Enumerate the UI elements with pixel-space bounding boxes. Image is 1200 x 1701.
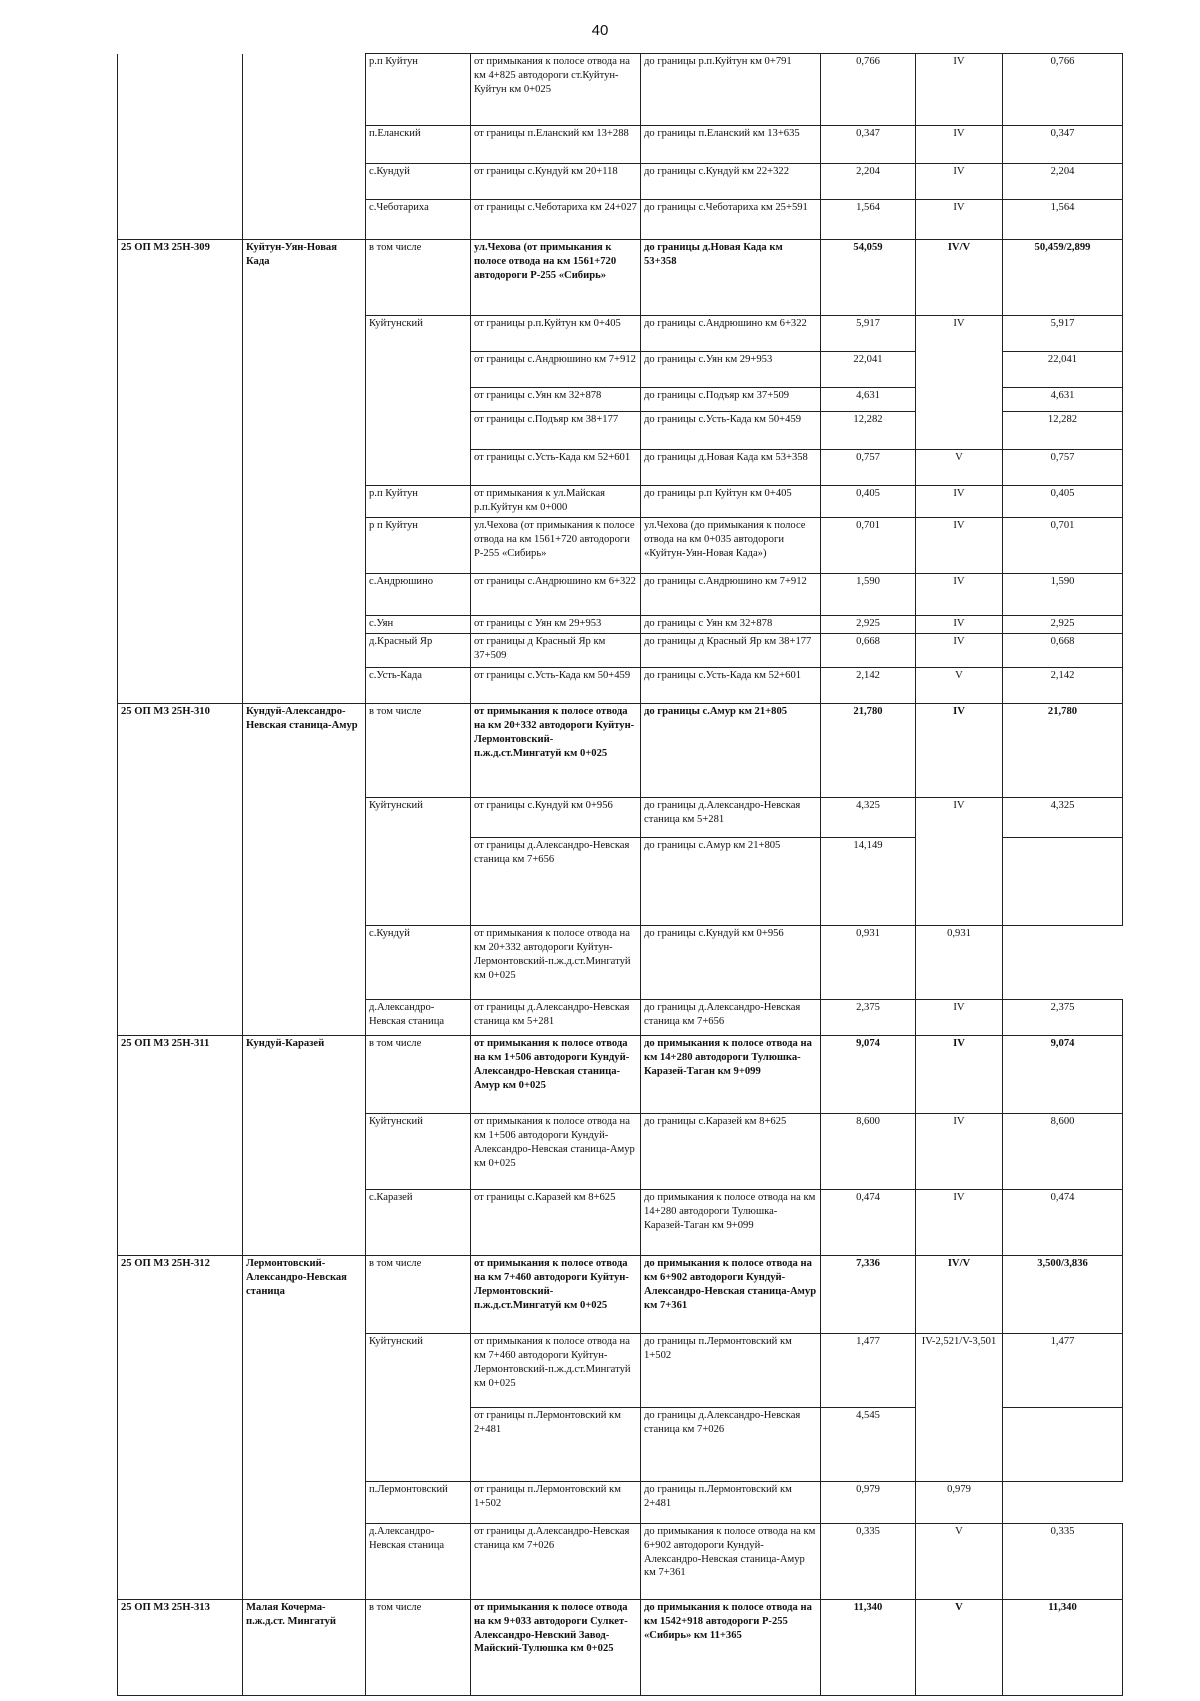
end-point-cell: до границы с.Кундуй км 0+956: [641, 925, 821, 999]
start-point-cell: от границы п.Лермонтовский км 2+481: [471, 1407, 641, 1481]
length-cell: 7,336: [821, 1255, 916, 1333]
category-length-cell: 11,340: [1003, 1599, 1123, 1695]
length-cell: 0,474: [821, 1189, 916, 1255]
length-cell: 0,931: [821, 925, 916, 999]
end-point-cell: до границы д.Александро-Невская станица км 7+026: [641, 1407, 821, 1481]
category-length-cell: 2,925: [1003, 615, 1123, 633]
end-point-cell: до границы р.п.Куйтун км 0+791: [641, 54, 821, 126]
start-point-cell: от границы с.Чеботариха км 24+027: [471, 200, 641, 240]
start-point-cell: от границы с.Усть-Када км 52+601: [471, 450, 641, 486]
end-point-cell: до границы д Красный Яр км 38+177: [641, 633, 821, 667]
district-cell: д.Александро-Невская станица: [366, 999, 471, 1035]
category-length-cell: 0,979: [916, 1481, 1003, 1523]
category-cell: IV: [916, 486, 1003, 518]
length-cell: 4,545: [821, 1407, 916, 1481]
table-row: [118, 316, 1123, 352]
start-point-cell: от границы д.Александро-Невская станица км 7+656: [471, 837, 641, 925]
road-code-cell: 25 ОП МЗ 25Н-309: [118, 240, 243, 316]
district-cell: с.Каразей: [366, 1189, 471, 1255]
end-point-cell: до примыкания к полосе отвода на км 6+902 автодороги Кундуй-Александро-Невская станица-Амур км 7+361: [641, 1523, 821, 1599]
district-cell: Куйтунский: [366, 1113, 471, 1189]
road-name-cell: [243, 1113, 366, 1189]
category-length-cell: 5,917: [1003, 316, 1123, 352]
start-point-cell: от границы д.Александро-Невская станица км 5+281: [471, 999, 641, 1035]
category-cell: V: [916, 450, 1003, 486]
road-name-cell: Лермонтовский-Александро-Невская станица: [243, 1255, 366, 1333]
start-point-cell: от границы п.Еланский км 13+288: [471, 126, 641, 164]
category-length-cell: 0,668: [1003, 633, 1123, 667]
road-code-cell: [118, 667, 243, 703]
start-point-cell: от границы р.п.Куйтун км 0+405: [471, 316, 641, 352]
start-point-cell: от границы с.Кундуй км 0+956: [471, 797, 641, 837]
table-row: [118, 573, 1123, 615]
table-row: [118, 450, 1123, 486]
table-row: [118, 797, 1123, 837]
road-name-cell: [243, 200, 366, 240]
road-code-cell: [118, 164, 243, 200]
road-code-cell: [118, 316, 243, 352]
table-row: [118, 126, 1123, 164]
road-code-cell: [118, 837, 243, 925]
category-cell: IV: [916, 633, 1003, 667]
end-point-cell: до примыкания к полосе отвода на км 14+280 автодороги Тулюшка-Каразей-Таган км 9+099: [641, 1035, 821, 1113]
category-length-cell: 0,347: [1003, 126, 1123, 164]
length-cell: 0,668: [821, 633, 916, 667]
table-row: [118, 1035, 1123, 1113]
category-cell: IV: [916, 126, 1003, 164]
district-cell: с.Чеботариха: [366, 200, 471, 240]
district-cell: с.Андрюшино: [366, 573, 471, 615]
category-cell: IV: [916, 1189, 1003, 1255]
category-length-cell: 4,325: [1003, 797, 1123, 837]
category-length-cell: 0,757: [1003, 450, 1123, 486]
category-cell: V: [916, 1523, 1003, 1599]
start-point-cell: от примыкания к полосе отвода на км 1+506 автодороги Кундуй-Александро-Невская станица-Амур км 0+025: [471, 1035, 641, 1113]
road-code-cell: [118, 54, 243, 126]
category-cell: IV-2,521/V-3,501: [916, 1333, 1003, 1481]
table-row: [118, 925, 1123, 999]
road-code-cell: 25 ОП МЗ 25Н-312: [118, 1255, 243, 1333]
category-cell: [1003, 837, 1123, 925]
category-cell: IV: [916, 164, 1003, 200]
district-cell: Куйтунский: [366, 1333, 471, 1481]
district-cell: р.п Куйтун: [366, 54, 471, 126]
road-name-cell: Куйтун-Уян-Новая Када: [243, 240, 366, 316]
start-point-cell: от границы с.Уян км 32+878: [471, 388, 641, 412]
road-name-cell: [243, 1189, 366, 1255]
length-cell: 0,347: [821, 126, 916, 164]
district-cell: р.п Куйтун: [366, 486, 471, 518]
category-cell: IV: [916, 316, 1003, 450]
length-cell: 0,335: [821, 1523, 916, 1599]
district-cell: д.Александро-Невская станица: [366, 1523, 471, 1599]
district-cell: п.Еланский: [366, 126, 471, 164]
length-cell: 4,631: [821, 388, 916, 412]
start-point-cell: от границы с.Подъяр км 38+177: [471, 412, 641, 450]
category-length-cell: 50,459/2,899: [1003, 240, 1123, 316]
road-code-cell: [118, 486, 243, 518]
road-code-cell: [118, 1523, 243, 1599]
district-cell: с.Уян: [366, 615, 471, 633]
road-name-cell: [243, 925, 366, 999]
length-cell: 54,059: [821, 240, 916, 316]
road-name-cell: [243, 54, 366, 126]
end-point-cell: до границы с.Подъяр км 37+509: [641, 388, 821, 412]
category-length-cell: 2,204: [1003, 164, 1123, 200]
start-point-cell: от границы д.Александро-Невская станица км 7+026: [471, 1523, 641, 1599]
road-code-cell: [118, 1113, 243, 1189]
road-name-cell: [243, 1523, 366, 1599]
start-point-cell: от примыкания к полосе отвода на км 20+332 автодороги Куйтун-Лермонтовский-п.ж.д.ст.Мингатуй км 0+025: [471, 703, 641, 797]
end-point-cell: до границы д.Новая Када км 53+358: [641, 450, 821, 486]
length-cell: 1,564: [821, 200, 916, 240]
district-cell: Куйтунский: [366, 316, 471, 486]
table-row: [118, 1113, 1123, 1189]
district-cell: в том числе: [366, 703, 471, 797]
category-length-cell: 22,041: [1003, 352, 1123, 388]
road-code-cell: [118, 573, 243, 615]
category-cell: IV: [916, 1035, 1003, 1113]
end-point-cell: до границы с.Уян км 29+953: [641, 352, 821, 388]
start-point-cell: ул.Чехова (от примыкания к полосе отвода на км 1561+720 автодороги Р-255 «Сибирь»: [471, 517, 641, 573]
end-point-cell: до границы с.Усть-Када км 52+601: [641, 667, 821, 703]
start-point-cell: от примыкания к полосе отвода на км 7+460 автодороги Куйтун-Лермонтовский-п.ж.д.ст.Мингатуй км 0+025: [471, 1255, 641, 1333]
end-point-cell: до границы п.Лермонтовский км 2+481: [641, 1481, 821, 1523]
table-row: [118, 1523, 1123, 1599]
road-code-cell: [118, 1189, 243, 1255]
road-name-cell: [243, 837, 366, 925]
road-code-cell: [118, 388, 243, 412]
district-cell: в том числе: [366, 1599, 471, 1695]
road-name-cell: [243, 797, 366, 837]
district-cell: Куйтунский: [366, 797, 471, 925]
category-cell: IV: [916, 703, 1003, 797]
start-point-cell: от примыкания к полосе отвода на км 4+825 автодороги ст.Куйтун-Куйтун км 0+025: [471, 54, 641, 126]
category-cell: IV/V: [916, 1255, 1003, 1333]
road-name-cell: Малая Кочерма-п.ж.д.ст. Мингатуй: [243, 1599, 366, 1695]
page-number: 40: [591, 22, 609, 39]
category-cell: IV: [916, 797, 1003, 925]
length-cell: 2,925: [821, 615, 916, 633]
road-code-cell: 25 ОП МЗ 25Н-310: [118, 703, 243, 797]
table-row: [118, 999, 1123, 1035]
road-code-cell: [118, 1407, 243, 1481]
road-code-cell: [118, 1481, 243, 1523]
length-cell: 0,766: [821, 54, 916, 126]
category-cell: IV: [916, 615, 1003, 633]
length-cell: 9,074: [821, 1035, 916, 1113]
end-point-cell: ул.Чехова (до примыкания к полосе отвода на км 0+035 автодороги «Куйтун-Уян-Новая Када»): [641, 517, 821, 573]
district-cell: в том числе: [366, 240, 471, 316]
table-row: [118, 200, 1123, 240]
end-point-cell: до границы с Уян км 32+878: [641, 615, 821, 633]
road-name-cell: [243, 450, 366, 486]
table-row: [118, 164, 1123, 200]
road-name-cell: [243, 486, 366, 518]
table-row: [118, 1481, 1123, 1523]
road-name-cell: [243, 999, 366, 1035]
road-name-cell: [243, 1333, 366, 1407]
table-row: [118, 517, 1123, 573]
category-cell: IV/V: [916, 240, 1003, 316]
category-length-cell: 12,282: [1003, 412, 1123, 450]
length-cell: 0,979: [821, 1481, 916, 1523]
end-point-cell: до границы д.Александро-Невская станица км 7+656: [641, 999, 821, 1035]
category-cell: IV: [916, 517, 1003, 573]
end-point-cell: до примыкания к полосе отвода на км 14+280 автодороги Тулюшка-Каразей-Таган км 9+099: [641, 1189, 821, 1255]
length-cell: 2,142: [821, 667, 916, 703]
category-cell: [1003, 1407, 1123, 1481]
length-cell: 0,405: [821, 486, 916, 518]
category-cell: IV: [916, 573, 1003, 615]
district-cell: п.Лермонтовский: [366, 1481, 471, 1523]
category-length-cell: 9,074: [1003, 1035, 1123, 1113]
district-cell: с.Кундуй: [366, 925, 471, 999]
category-cell: IV: [916, 200, 1003, 240]
road-name-cell: Кундуй-Александро-Невская станица-Амур: [243, 703, 366, 797]
category-length-cell: 4,631: [1003, 388, 1123, 412]
category-length-cell: 3,500/3,836: [1003, 1255, 1123, 1333]
category-length-cell: 0,335: [1003, 1523, 1123, 1599]
end-point-cell: до границы с.Амур км 21+805: [641, 837, 821, 925]
category-length-cell: 21,780: [1003, 703, 1123, 797]
road-name-cell: [243, 633, 366, 667]
start-point-cell: от примыкания к ул.Майская р.п.Куйтун км 0+000: [471, 486, 641, 518]
road-name-cell: [243, 573, 366, 615]
district-cell: в том числе: [366, 1035, 471, 1113]
length-cell: 2,204: [821, 164, 916, 200]
table-row: [118, 703, 1123, 797]
road-code-cell: [118, 352, 243, 388]
road-register-table: [117, 53, 1123, 1696]
table-row: [118, 615, 1123, 633]
end-point-cell: до примыкания к полосе отвода на км 6+902 автодороги Кундуй-Александро-Невская станица-Амур км 7+361: [641, 1255, 821, 1333]
length-cell: 2,375: [821, 999, 916, 1035]
start-point-cell: от примыкания к полосе отвода на км 20+332 автодороги Куйтун-Лермонтовский-п.ж.д.ст.Мингатуй км 0+025: [471, 925, 641, 999]
category-length-cell: 0,474: [1003, 1189, 1123, 1255]
length-cell: 5,917: [821, 316, 916, 352]
end-point-cell: до границы с.Усть-Када км 50+459: [641, 412, 821, 450]
category-cell: V: [916, 667, 1003, 703]
start-point-cell: от границы с Уян км 29+953: [471, 615, 641, 633]
district-cell: р п Куйтун: [366, 517, 471, 573]
category-length-cell: 0,405: [1003, 486, 1123, 518]
start-point-cell: ул.Чехова (от примыкания к полосе отвода на км 1561+720 автодороги Р-255 «Сибирь»: [471, 240, 641, 316]
road-name-cell: Кундуй-Каразей: [243, 1035, 366, 1113]
end-point-cell: до границы р.п Куйтун км 0+405: [641, 486, 821, 518]
road-code-cell: [118, 1333, 243, 1407]
category-length-cell: 2,142: [1003, 667, 1123, 703]
table-row: [118, 1255, 1123, 1333]
end-point-cell: до границы д.Новая Када км 53+358: [641, 240, 821, 316]
road-code-cell: [118, 412, 243, 450]
road-code-cell: [118, 925, 243, 999]
end-point-cell: до примыкания к полосе отвода на км 1542+918 автодороги Р-255 «Сибирь» км 11+365: [641, 1599, 821, 1695]
category-length-cell: 8,600: [1003, 1113, 1123, 1189]
end-point-cell: до границы с.Амур км 21+805: [641, 703, 821, 797]
length-cell: 0,757: [821, 450, 916, 486]
road-code-cell: [118, 615, 243, 633]
table-row: [118, 667, 1123, 703]
start-point-cell: от границы с.Кундуй км 20+118: [471, 164, 641, 200]
end-point-cell: до границы с.Андрюшино км 7+912: [641, 573, 821, 615]
start-point-cell: от границы с.Каразей км 8+625: [471, 1189, 641, 1255]
road-name-cell: [243, 412, 366, 450]
road-name-cell: [243, 352, 366, 388]
road-code-cell: 25 ОП МЗ 25Н-311: [118, 1035, 243, 1113]
road-name-cell: [243, 388, 366, 412]
category-length-cell: 1,477: [1003, 1333, 1123, 1407]
length-cell: 11,340: [821, 1599, 916, 1695]
start-point-cell: от границы п.Лермонтовский км 1+502: [471, 1481, 641, 1523]
length-cell: 1,477: [821, 1333, 916, 1407]
table-row: [118, 633, 1123, 667]
table-row: [118, 1599, 1123, 1695]
length-cell: 0,701: [821, 517, 916, 573]
length-cell: 21,780: [821, 703, 916, 797]
category-length-cell: 0,701: [1003, 517, 1123, 573]
length-cell: 12,282: [821, 412, 916, 450]
road-name-cell: [243, 517, 366, 573]
road-code-cell: [118, 126, 243, 164]
end-point-cell: до границы с.Каразей км 8+625: [641, 1113, 821, 1189]
length-cell: 4,325: [821, 797, 916, 837]
start-point-cell: от границы с.Усть-Када км 50+459: [471, 667, 641, 703]
category-cell: IV: [916, 54, 1003, 126]
table-row: [118, 486, 1123, 518]
road-code-cell: 25 ОП МЗ 25Н-313: [118, 1599, 243, 1695]
start-point-cell: от примыкания к полосе отвода на км 9+033 автодороги Сулкет-Александро-Невский Завод-Майский-Тулюшка км 0+025: [471, 1599, 641, 1695]
category-cell: IV: [916, 1113, 1003, 1189]
table-row: [118, 54, 1123, 126]
category-length-cell: 0,931: [916, 925, 1003, 999]
start-point-cell: от границы д Красный Яр км 37+509: [471, 633, 641, 667]
road-code-cell: [118, 999, 243, 1035]
category-length-cell: 1,564: [1003, 200, 1123, 240]
end-point-cell: до границы с.Кундуй км 22+322: [641, 164, 821, 200]
road-code-cell: [118, 200, 243, 240]
category-length-cell: 1,590: [1003, 573, 1123, 615]
start-point-cell: от примыкания к полосе отвода на км 7+460 автодороги Куйтун-Лермонтовский-п.ж.д.ст.Мингатуй км 0+025: [471, 1333, 641, 1407]
road-name-cell: [243, 615, 366, 633]
length-cell: 22,041: [821, 352, 916, 388]
start-point-cell: от границы с.Андрюшино км 7+912: [471, 352, 641, 388]
district-cell: с.Усть-Када: [366, 667, 471, 703]
end-point-cell: до границы с.Андрюшино км 6+322: [641, 316, 821, 352]
start-point-cell: от границы с.Андрюшино км 6+322: [471, 573, 641, 615]
road-code-cell: [118, 633, 243, 667]
length-cell: 8,600: [821, 1113, 916, 1189]
table-row: [118, 1333, 1123, 1407]
length-cell: 1,590: [821, 573, 916, 615]
end-point-cell: до границы п.Еланский км 13+635: [641, 126, 821, 164]
end-point-cell: до границы с.Чеботариха км 25+591: [641, 200, 821, 240]
category-length-cell: 2,375: [1003, 999, 1123, 1035]
table-row: [118, 1189, 1123, 1255]
district-cell: д.Красный Яр: [366, 633, 471, 667]
length-cell: 14,149: [821, 837, 916, 925]
road-name-cell: [243, 316, 366, 352]
category-length-cell: 0,766: [1003, 54, 1123, 126]
road-code-cell: [118, 517, 243, 573]
table-row: [118, 240, 1123, 316]
district-cell: с.Кундуй: [366, 164, 471, 200]
end-point-cell: до границы п.Лермонтовский км 1+502: [641, 1333, 821, 1407]
road-code-cell: [118, 797, 243, 837]
category-cell: IV: [916, 999, 1003, 1035]
road-name-cell: [243, 126, 366, 164]
road-name-cell: [243, 1481, 366, 1523]
road-name-cell: [243, 667, 366, 703]
start-point-cell: от примыкания к полосе отвода на км 1+506 автодороги Кундуй-Александро-Невская станица-Амур км 0+025: [471, 1113, 641, 1189]
road-name-cell: [243, 164, 366, 200]
end-point-cell: до границы д.Александро-Невская станица км 5+281: [641, 797, 821, 837]
road-name-cell: [243, 1407, 366, 1481]
category-cell: V: [916, 1599, 1003, 1695]
district-cell: в том числе: [366, 1255, 471, 1333]
road-code-cell: [118, 450, 243, 486]
